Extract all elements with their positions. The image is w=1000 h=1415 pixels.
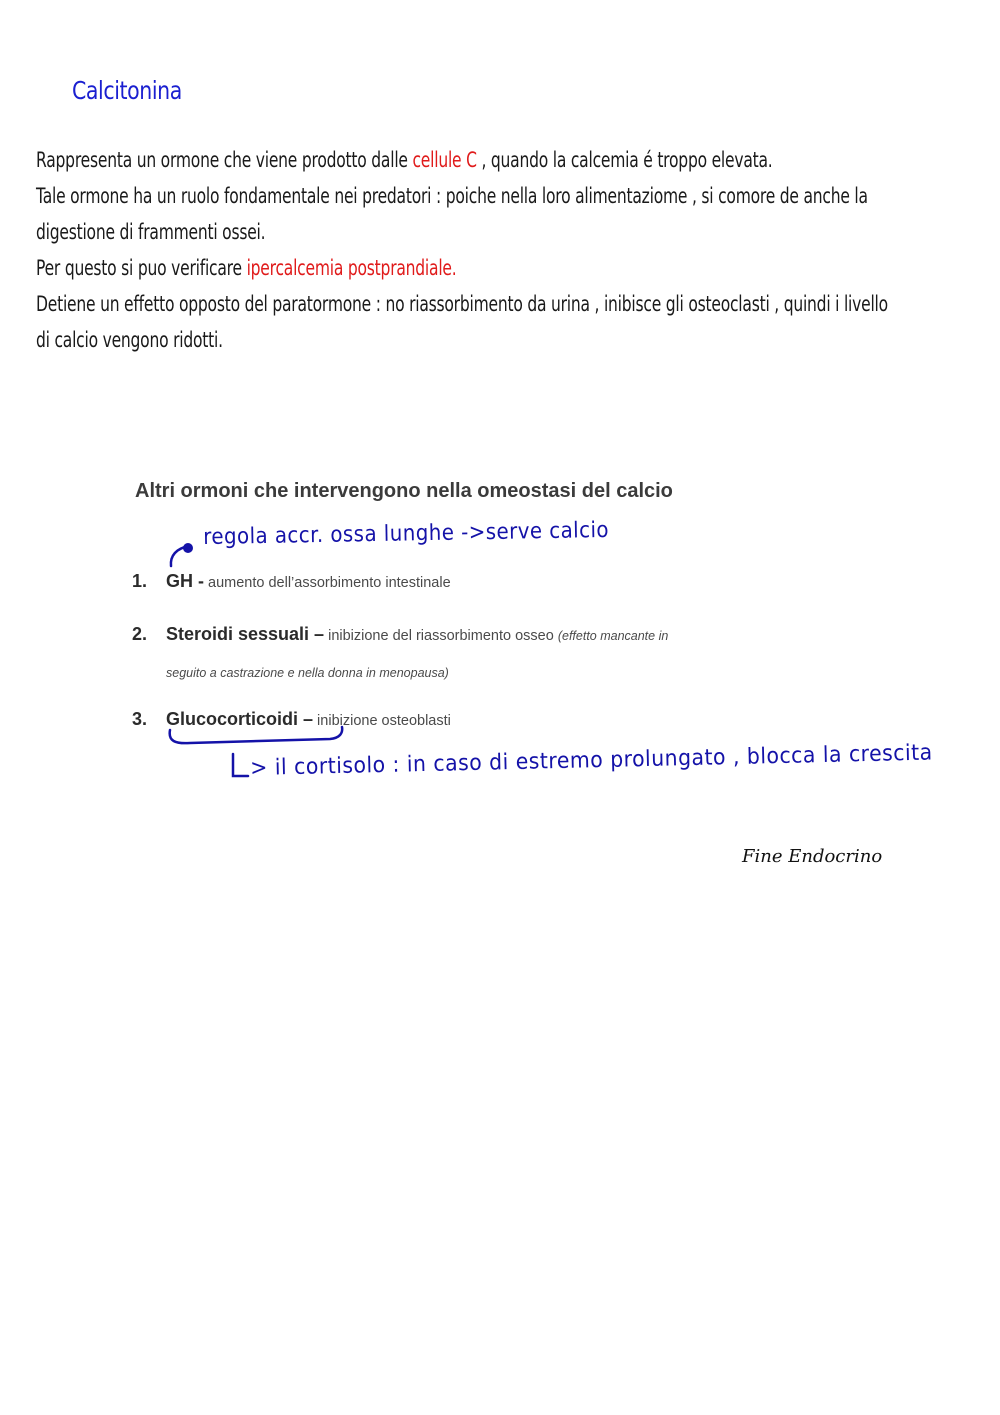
highlight-term: ipercalcemia postprandiale.: [246, 256, 457, 280]
closing-signature: Fine Endocrino: [742, 846, 883, 867]
text-line-6: di calcio vengono ridotti.: [36, 328, 223, 352]
item-number: 3.: [132, 709, 148, 729]
handwritten-note-cortisolo: > il cortisolo : in caso di estremo prolungato , blocca la crescita: [250, 740, 933, 781]
text-line-3: digestione di frammenti ossei.: [36, 220, 266, 244]
highlight-term: cellule C: [412, 148, 477, 172]
l-arrow-stroke: [233, 754, 248, 776]
handwritten-note-gh: regola accr. ossa lunghe ->serve calcio: [203, 517, 610, 550]
item-note: (effetto mancante in: [557, 629, 669, 643]
item-description: inibizione osteoblasti: [313, 713, 451, 729]
text-line-2: Tale ormone ha un ruolo fondamentale nei predatori : poiche nella loro alimentaziome , si comore de anche la: [36, 184, 868, 208]
text-span: , quando la calcemia é troppo elevata.: [476, 148, 773, 172]
item-number: 1.: [132, 571, 148, 591]
item-term: GH -: [166, 571, 204, 591]
arrow-dot: [183, 543, 193, 553]
item-number: 2.: [132, 624, 148, 644]
underline-bracket: [170, 727, 343, 743]
slide-title: Altri ormoni che intervengono nella omeostasi del calcio: [135, 480, 673, 502]
item-term: Glucocorticoidi –: [166, 709, 314, 729]
item-note-continued: seguito a castrazione e nella donna in menopausa): [166, 666, 449, 680]
item-description: inibizione del riassorbimento osseo: [324, 628, 558, 644]
page-title: Calcitonina: [72, 76, 182, 105]
item-description: aumento dell’assorbimento intestinale: [204, 575, 451, 591]
text-span: Per questo si puo verificare: [36, 256, 247, 280]
item-term: Steroidi sessuali –: [166, 624, 325, 644]
text-span: Rappresenta un ormone che viene prodotto dalle: [36, 148, 413, 172]
text-line-5: Detiene un effetto opposto del paratormone : no riassorbimento da urina , inibisce gli osteoclasti , quindi i livello: [36, 292, 888, 316]
